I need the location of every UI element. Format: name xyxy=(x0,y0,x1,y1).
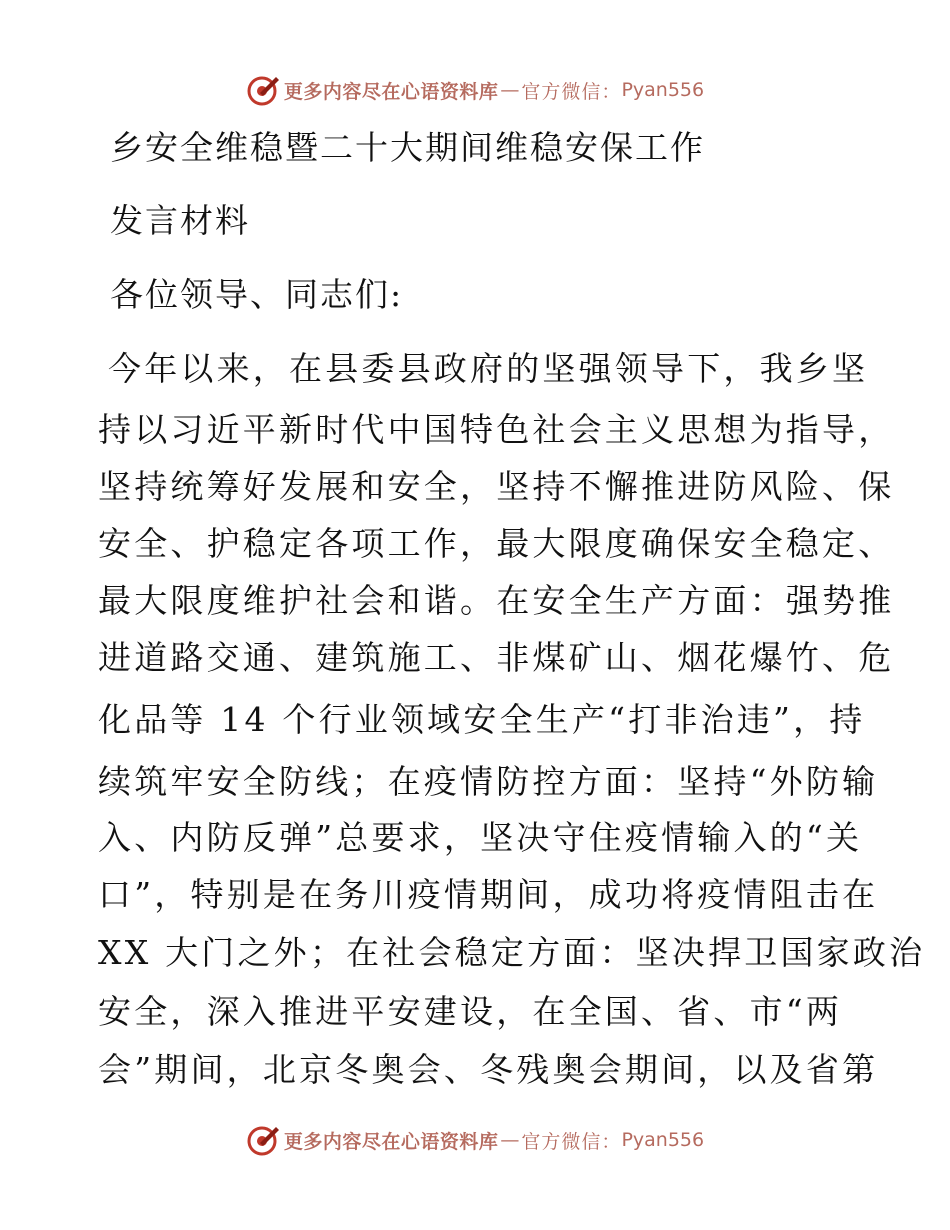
footer-watermark xyxy=(0,1120,950,1160)
paragraph-line: 持以习近平新时代中国特色社会主义思想为指导， xyxy=(98,410,895,449)
watermark-wechat-label: 官方微信： xyxy=(521,80,622,103)
watermark-text: 更多内容尽在心语资料库 xyxy=(283,1130,499,1153)
paragraph-line: 会”期间，北京冬奥会、冬残奥会期间，以及省第 xyxy=(98,1050,879,1089)
paragraph-line: 化品等 14 个行业领域安全生产“打非治违”，持 xyxy=(98,700,866,739)
paragraph-line: 坚持统筹好发展和安全，坚持不懈推进防风险、保 xyxy=(98,467,895,506)
paragraph-line: 进道路交通、建筑施工、非煤矿山、烟花爆竹、危 xyxy=(98,638,895,677)
paragraph-line: XX 大门之外；在社会稳定方面：坚决捍卫国家政治 xyxy=(98,933,926,972)
watermark-wechat-id: Pyan556 xyxy=(621,1129,705,1151)
paragraph-line: 最大限度维护社会和谐。在安全生产方面：强势推 xyxy=(98,581,895,620)
header-watermark xyxy=(0,70,950,110)
pen-logo-icon xyxy=(246,73,280,107)
paragraph-line: 口”，特别是在务川疫情期间，成功将疫情阻击在 xyxy=(98,875,879,914)
watermark-text: 更多内容尽在心语资料库 xyxy=(283,80,499,103)
watermark-dash: — xyxy=(500,1129,520,1151)
paragraph-line: 续筑牢安全防线；在疫情防控方面：坚持“外防输 xyxy=(98,762,879,801)
paragraph-line: 今年以来，在县委县政府的坚强领导下，我乡坚 xyxy=(108,349,869,388)
document-title-line-2: 发言材料 xyxy=(110,201,250,240)
greeting: 各位领导、同志们: xyxy=(110,275,404,314)
watermark-dash: — xyxy=(500,79,520,101)
watermark-wechat-label: 官方微信： xyxy=(521,1130,622,1153)
document-title-line-1: 乡安全维稳暨二十大期间维稳安保工作 xyxy=(110,128,705,167)
paragraph-line: 安全，深入推进平安建设，在全国、省、市“两 xyxy=(98,992,843,1031)
paragraph-line: 入、内防反弹”总要求，坚决守住疫情输入的“关 xyxy=(98,818,863,857)
paragraph-line: 安全、护稳定各项工作，最大限度确保安全稳定、 xyxy=(98,524,895,563)
watermark-wechat-id: Pyan556 xyxy=(621,79,705,101)
pen-logo-icon xyxy=(246,1123,280,1157)
